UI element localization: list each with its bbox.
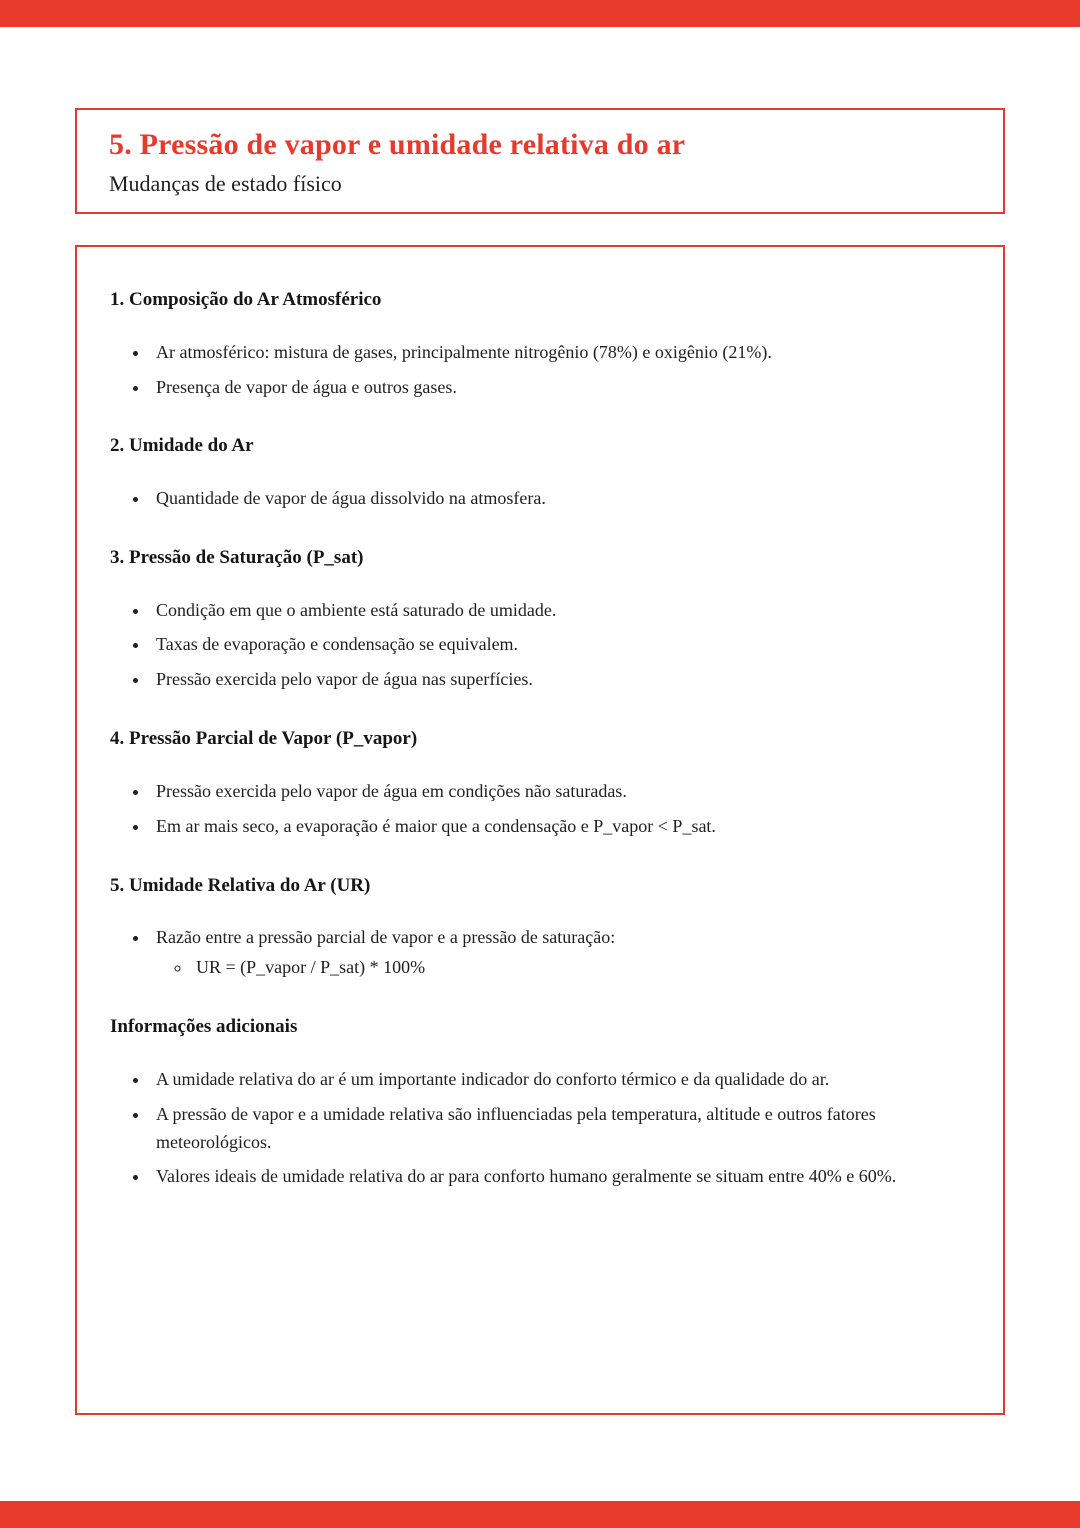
bullet-item: • Condição em que o ambiente está saturado de umidade. [150,597,969,625]
section [110,1014,969,1191]
section-heading: 2. Umidade do Ar [110,435,254,457]
page-subtitle: Mudanças de estado físico [109,170,342,196]
bullet-item: • Pressão exercida pelo vapor de água nas superfícies. [150,666,969,694]
bullet-list [110,778,969,841]
bullet-item: • A umidade relativa do ar é um importante indicador do conforto térmico e da qualidade do ar. [150,1066,969,1094]
bullet-item: • Pressão exercida pelo vapor de água em condições não saturadas. [150,778,969,806]
bullet-item: • Taxas de evaporação e condensação se equivalem. [150,631,969,659]
bullet-list [110,1066,969,1192]
section [110,433,969,513]
bullet-list [110,339,969,402]
bullet-list [110,924,969,982]
sub-bullet-list [156,954,969,982]
bottom-accent-bar [0,1501,1080,1528]
bullet-item: • Razão entre a pressão parcial de vapor e a pressão de saturação: ◦ UR = (P_vapor / P_sat) * 100% [150,924,969,982]
bullet-list [110,597,969,695]
page-title: 5. Pressão de vapor e umidade relativa do ar [109,128,686,161]
title-box [75,108,1005,214]
section-heading: Informações adicionais [110,1016,298,1038]
section [110,726,969,840]
bullet-item: • Quantidade de vapor de água dissolvido na atmosfera. [150,485,969,513]
bullet-list [110,485,969,513]
bullet-item: • Ar atmosférico: mistura de gases, principalmente nitrogênio (78%) e oxigênio (21%). [150,339,969,367]
top-accent-bar [0,0,1080,27]
section-heading: 3. Pressão de Saturação (P_sat) [110,546,364,568]
section-heading: 4. Pressão Parcial de Vapor (P_vapor) [110,728,418,750]
section-heading: 1. Composição do Ar Atmosférico [110,289,382,310]
section [110,545,969,694]
bullet-item: • Valores ideais de umidade relativa do ar para conforto humano geralmente se situam entre 40% e 60%. [150,1163,969,1191]
sub-bullet-item: ◦ UR = (P_vapor / P_sat) * 100% [192,954,969,982]
section-heading: 5. Umidade Relativa do Ar (UR) [110,874,371,896]
bullet-item: • Presença de vapor de água e outros gases. [150,374,969,402]
section [110,287,969,401]
content-box [75,245,1005,1415]
bullet-item: • A pressão de vapor e a umidade relativa são influenciadas pela temperatura, altitude e outros fatores meteorológicos. [150,1101,969,1157]
sections [110,287,969,1191]
bullet-item: • Em ar mais seco, a evaporação é maior que a condensação e P_vapor < P_sat. [150,813,969,841]
section [110,873,969,982]
